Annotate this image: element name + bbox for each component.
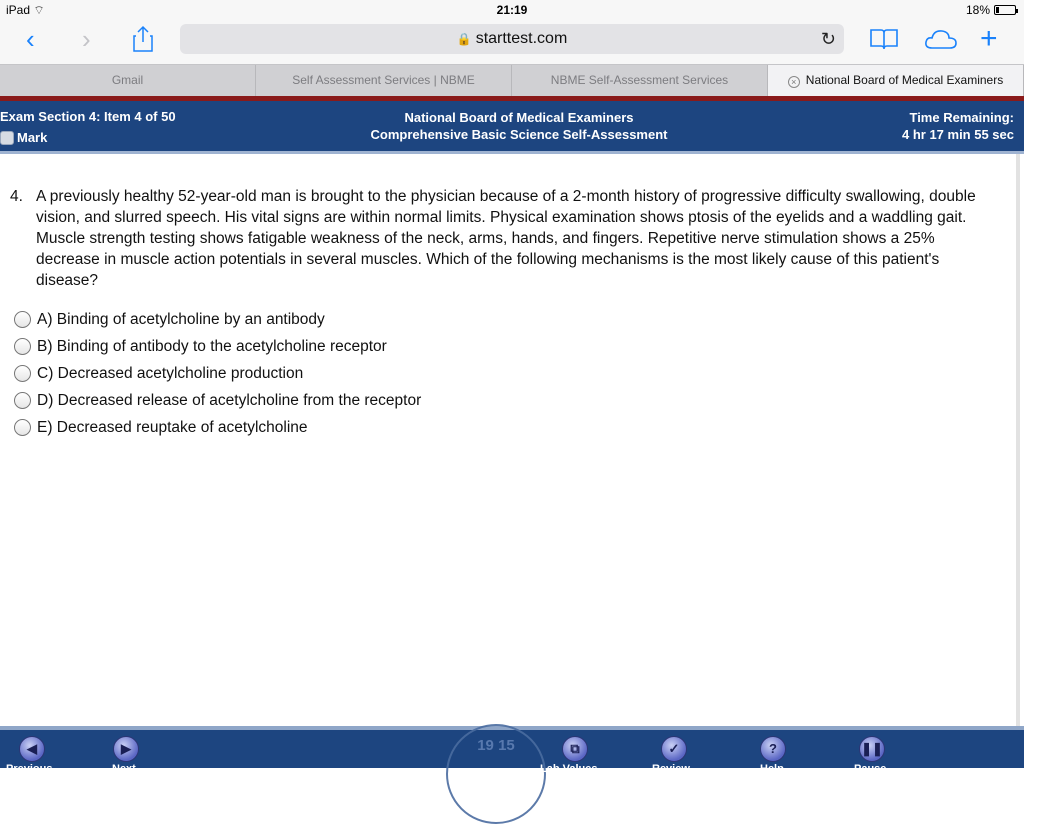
option-label: D) Decreased release of acetylcholine from the receptor (37, 391, 422, 409)
question-number: 4. (10, 188, 23, 205)
arrow-right-icon: ▶ (121, 741, 131, 756)
tab-nbme-active[interactable] (768, 65, 1024, 96)
tab-self-assessment-services[interactable]: Self Assessment Services | NBME (256, 65, 512, 96)
address-bar[interactable] (180, 24, 844, 54)
help-label: Help (760, 763, 784, 775)
lab-values-label: Lab Values (540, 763, 598, 775)
browser-toolbar (0, 20, 1024, 64)
review-button[interactable] (661, 736, 687, 762)
option-c[interactable] (14, 360, 421, 387)
browser-tabs (0, 64, 1024, 96)
share-icon[interactable] (133, 26, 153, 52)
mark-label: Mark (17, 130, 48, 145)
lab-values-icon: ⧉ (570, 741, 580, 756)
tab-nbme-self-assessment[interactable]: NBME Self-Assessment Services (512, 65, 768, 96)
back-icon[interactable]: ‹ (26, 24, 35, 54)
url-text: starttest.com (475, 30, 568, 47)
battery-status (966, 3, 1016, 17)
help-button[interactable] (760, 736, 786, 762)
radio-button[interactable] (14, 365, 31, 382)
exam-title-line2: Comprehensive Basic Science Self-Assessment (370, 127, 668, 142)
bookmarks-icon[interactable] (870, 28, 898, 50)
option-label: E) Decreased reuptake of acetylcholine (37, 418, 308, 436)
next-label: Next (112, 763, 136, 775)
clock: 21:19 (496, 3, 528, 17)
radio-button[interactable] (14, 338, 31, 355)
exam-header (0, 101, 1024, 151)
option-b[interactable] (14, 333, 421, 360)
time-remaining (902, 109, 1014, 143)
question-stem: A previously healthy 52-year-old man is brought to the physician because of a 2-month history of progressive difficulty swallowing, double vision, and slurred speech. His vital signs are within normal limits. Physical examination shows ptosis of the eyelids and a waddling gait. Muscle strength testing shows fatigable weakness of the neck, arms, hands, and fingers. Repetitive nerve stimulation shows a 25% decrease in muscle action potentials in several muscles. Which of the following mechanisms is the most likely cause of this patient's disease? (36, 188, 976, 289)
battery-percent: 18% (965, 3, 990, 17)
time-value: 4 hr 17 min 55 sec (901, 127, 1014, 142)
next-button[interactable] (113, 736, 139, 762)
exam-title (0, 109, 1038, 143)
previous-label: Previous (6, 763, 53, 775)
reload-icon[interactable]: ↻ (820, 29, 836, 49)
option-d[interactable] (14, 387, 421, 414)
ios-status-bar (0, 0, 1024, 20)
arrow-left-icon: ◀ (27, 741, 37, 756)
exam-section-label: Exam Section 4: Item 4 of 50 (0, 109, 176, 124)
close-tab-icon[interactable]: × (788, 76, 800, 88)
question-mark-icon: ? (769, 741, 777, 756)
option-label: B) Binding of antibody to the acetylcholine receptor (37, 337, 387, 355)
question-panel (0, 154, 1020, 726)
new-tab-icon[interactable]: + (980, 22, 998, 55)
answer-options (14, 306, 421, 441)
lab-values-button[interactable] (562, 736, 588, 762)
pause-label: Pause (854, 763, 887, 775)
tab-gmail[interactable]: Gmail (0, 65, 256, 96)
option-e[interactable] (14, 414, 421, 441)
wifi-icon: ⌔ (33, 3, 45, 17)
radio-button[interactable] (14, 311, 31, 328)
battery-icon (994, 5, 1016, 15)
nbme-seal-logo: 19 15 (446, 724, 546, 824)
lock-icon: 🔒 (456, 32, 472, 46)
pause-icon: ❚❚ (861, 741, 883, 756)
radio-button[interactable] (14, 419, 31, 436)
radio-button[interactable] (14, 392, 31, 409)
question-text (10, 186, 990, 291)
option-label: C) Decreased acetylcholine production (37, 364, 304, 382)
pause-button[interactable] (859, 736, 885, 762)
device-name: iPad ⌔ (6, 3, 45, 17)
cloud-tabs-icon[interactable] (924, 28, 958, 50)
checkmark-icon: ✓ (668, 741, 680, 756)
previous-button[interactable] (19, 736, 45, 762)
option-label: A) Binding of acetylcholine by an antibody (37, 310, 325, 328)
exam-footer (0, 730, 1024, 775)
forward-icon[interactable]: › (82, 24, 91, 54)
option-a[interactable] (14, 306, 421, 333)
review-label: Review (652, 763, 690, 775)
time-label: Time Remaining: (909, 110, 1014, 125)
tab-label: National Board of Medical Examiners (805, 73, 1004, 87)
exam-title-line1: National Board of Medical Examiners (404, 110, 634, 125)
